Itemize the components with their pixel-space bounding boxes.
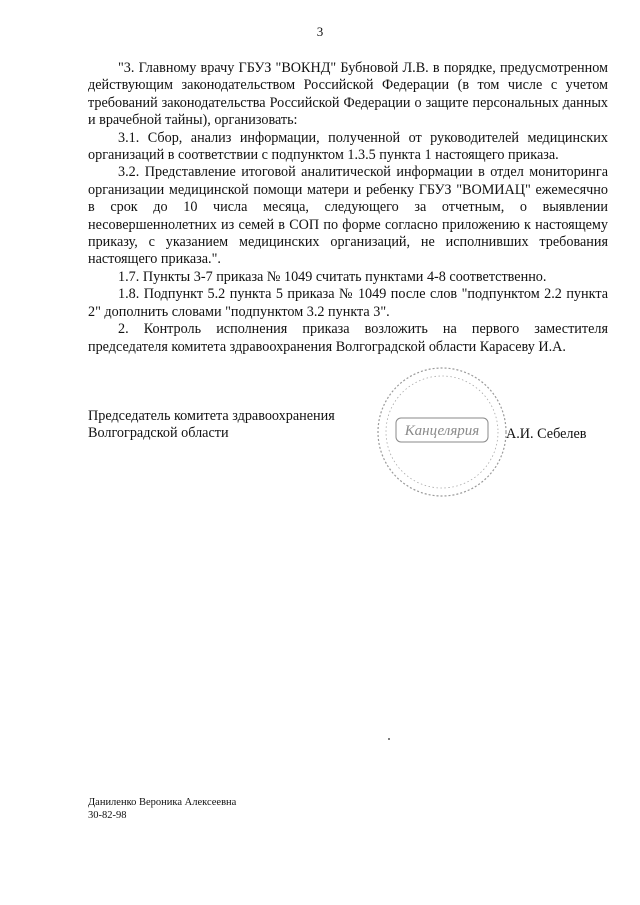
paragraph-item-3: "3. Главному врачу ГБУЗ "ВОКНД" Бубновой Л.В. в порядке, предусмотренном действующим законодательством Российской Федерации (в том числе с учетом требований законодательства Российской Федерации о защите персональных данных и врачебной тайны), организовать:: [88, 60, 608, 129]
page-number: 3: [316, 24, 324, 39]
stamp-text: Канцелярия: [404, 423, 480, 439]
paragraph-item-1-8: 1.8. Подпункт 5.2 пункта 5 приказа № 1049 после слов "подпунктом 2.2 пункта 2" дополнить словами "подпунктом 3.2 пункта 3".: [88, 286, 608, 320]
scan-artifact-dot: [388, 738, 390, 740]
executor-info: [88, 796, 236, 822]
signer-name: А.И. Себелев: [506, 426, 587, 442]
signature-block: [88, 408, 608, 448]
paragraph-item-1-7: 1.7. Пункты 3-7 приказа № 1049 считать пунктами 4-8 соответственно.: [118, 268, 547, 285]
signer-title: Председатель комитета здравоохранения Волгоградской области: [88, 408, 335, 442]
document-body: [88, 60, 608, 356]
paragraph-subitem-3-2: 3.2. Представление итоговой аналитической информации в отдел мониторинга организации медицинской помощи матери и ребенку ГБУЗ "ВОМИАЦ" ежемесячно в срок до 10 числа месяца, следующего за отчетным, о выявлении несовершеннолетних из семей в СОП по форме согласно приложению к настоящему приказу, с указанием медицинских организаций, не исполнивших требования настоящего приказа.".: [88, 164, 608, 268]
executor-phone: 30-82-98: [88, 810, 127, 821]
executor-name: Даниленко Вероника Алексеевна: [88, 797, 237, 808]
paragraph-subitem-3-1: 3.1. Сбор, анализ информации, полученной от руководителей медицинских организаций в соответствии с подпунктом 1.3.5 пункта 1 настоящего приказа.: [88, 129, 608, 164]
paragraph-item-2: 2. Контроль исполнения приказа возложить на первого заместителя председателя комитета здравоохранения Волгоградской области Карасеву И.А.: [88, 321, 608, 355]
